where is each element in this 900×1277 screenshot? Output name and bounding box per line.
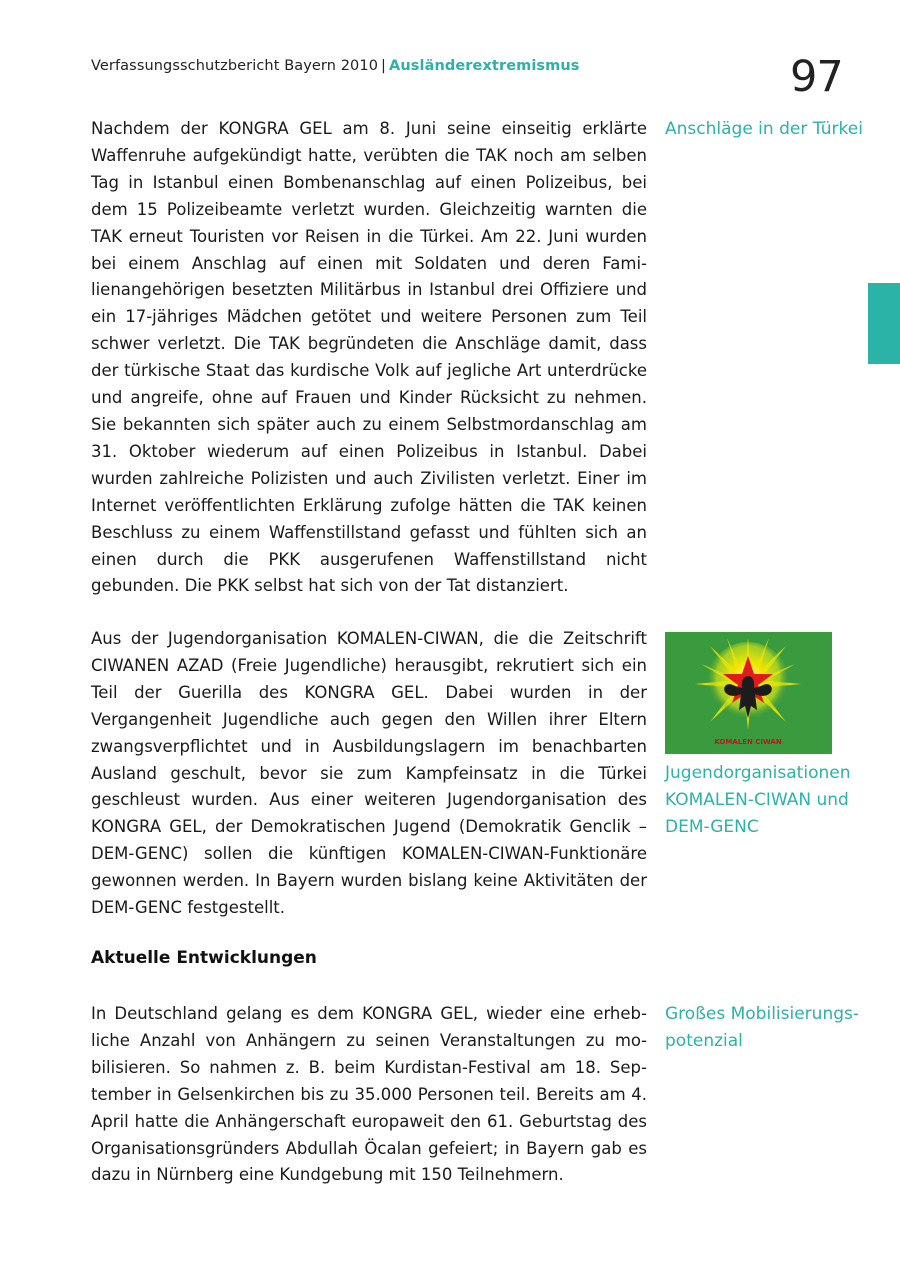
- running-header: [91, 58, 580, 74]
- paragraph-developments: In Deutschland gelang es dem KONGRA GEL, wieder eine erhebliche Anzahl von Anhängern zu seinen Veranstaltungen zu mobilisieren. So nahmen z. B. beim Kurdistan-Festival am 18. September in Gelsenkirchen bis zu 35.000 Personen teil. Bereits am 4. April hatte die Anhängerschaft europaweit den 61. Geburtstag des Organisationsgründers Abdullah Öcalan gefeiert; in Bayern gab es dazu in Nürnberg eine Kundgebung mit 150 Teilnehmern.: [91, 1004, 647, 1185]
- section-heading: Aktuelle Entwicklungen: [91, 948, 317, 968]
- page-number: 97: [790, 52, 843, 102]
- report-title: Verfassungsschutzbericht Bayern 2010: [91, 58, 379, 74]
- margin-note-youth: Jugendorganisationen KOMALEN-CIWAN und DEM-GENC: [665, 763, 851, 837]
- komalen-ciwan-flag-icon: [665, 632, 832, 754]
- section-title: Ausländerextremismus: [389, 58, 580, 74]
- paragraph-attacks: Nachdem der KONGRA GEL am 8. Juni seine einseitig erklärte Waffenruhe aufgekündigt hatte, verübten die TAK noch am selben Tag in Istanbul einen Bombenanschlag auf einen Polizeibus, bei dem 15 Polizeibeamte verletzt wurden. Gleichzeitig warnten die TAK erneut Touristen vor Reisen in die Türkei. Am 22. Juni wurden bei einem Anschlag auf einen mit Soldaten und deren Familienangehörigen besetzten Militärbus in Istanbul drei Offiziere und ein 17-jähriges Mädchen getötet und weitere Personen zum Teil schwer verletzt. Die TAK begründeten die Anschläge damit, dass der türkische Staat das kurdische Volk auf jegliche Art unterdrücke und angreife, ohne auf Frauen und Kinder Rücksicht zu nehmen. Sie bekannten sich später auch zu einem Selbstmordanschlag am 31. Oktober wiederum auf einen Polizeibus in Istanbul. Dabei wurden zahlreiche Polizisten und auch Zivilisten verletzt. Einer im Internet veröffentlichten Erklärung zufolge hätten die TAK keinen Beschluss zu einem Waffenstillstand gefasst und fühlten sich an einen durch die PKK ausgerufenen Waffenstillstand nicht gebunden. Die PKK selbst hat sich von der Tat distanziert.: [91, 119, 647, 596]
- margin-note-attacks: Anschläge in der Türkei: [665, 119, 863, 139]
- margin-note-mobilisation: Großes Mobilisierungspotenzial: [665, 1004, 860, 1051]
- paragraph-youth-organisations: Aus der Jugendorganisation KOMALEN-CIWAN, die die Zeitschrift CIWANEN AZAD (Freie Jugendliche) herausgibt, rekrutiert sich ein Teil der Guerilla des KONGRA GEL. Dabei wurden in der Vergangenheit Jugendliche auch gegen den Willen ihrer Eltern zwangsverpflichtet und in Ausbildungslagern im benachbarten Ausland geschult, bevor sie zum Kampfeinsatz in die Türkei geschleust wurden. Aus einer weiteren Jugendorganisation des KONGRA GEL, der Demokratischen Jugend (Demokratik Genclik – DEM-GENC) sollen die künftigen KOMALEN-CIWAN-Funktionäre gewonnen werden. In Bayern wurden bislang keine Aktivitäten der DEM-GENC festgestellt.: [91, 629, 647, 918]
- chapter-thumb-tab: [868, 283, 900, 364]
- header-separator: |: [381, 58, 387, 74]
- flag-lettering: KOMALEN CIWAN: [714, 738, 782, 746]
